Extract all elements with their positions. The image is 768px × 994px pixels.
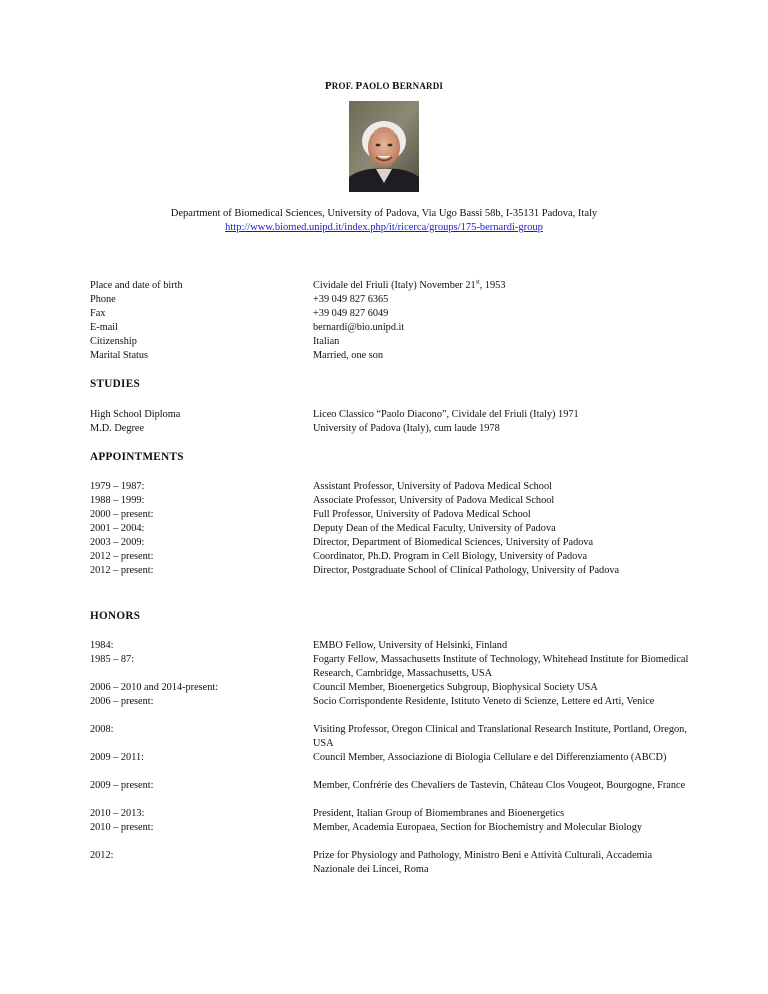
list-item bbox=[90, 550, 690, 563]
birth-value bbox=[313, 279, 693, 292]
list-item bbox=[90, 494, 690, 507]
honor-date: 2010 – present: bbox=[90, 822, 154, 833]
honor-title: Member, Academia Europaea, Section for Biochemistry and Molecular Biology bbox=[313, 822, 642, 833]
title-first-initial: P bbox=[355, 80, 363, 92]
list-item bbox=[90, 695, 690, 708]
fax-value: +39 049 827 6049 bbox=[313, 308, 389, 319]
honor-date: 2009 – present: bbox=[90, 780, 154, 791]
appointment-date: 1979 – 1987: bbox=[90, 481, 145, 492]
appointments-heading: APPOINTMENTS bbox=[90, 451, 184, 463]
honor-title: Council Member, Associazione di Biologia Cellulare e del Differenziamento (ABCD) bbox=[313, 752, 667, 763]
appointment-date: 2003 – 2009: bbox=[90, 537, 145, 548]
list-item bbox=[90, 751, 690, 764]
list-item bbox=[90, 779, 690, 792]
marital-row bbox=[90, 349, 690, 362]
honor-date: 2012: bbox=[90, 850, 114, 861]
citizenship-row bbox=[90, 335, 690, 348]
title-prof-rest: ROF. bbox=[331, 81, 354, 91]
title-first-rest: AOLO bbox=[362, 81, 390, 91]
list-item bbox=[90, 639, 690, 652]
appointment-role: Full Professor, University of Padova Medical School bbox=[313, 509, 531, 520]
birth-row bbox=[90, 279, 690, 292]
honor-title: Fogarty Fellow, Massachusetts Institute of Technology, Whitehead Institute for Biomedical Research, Cambridge, Massachusetts, USA bbox=[313, 654, 689, 679]
fax-label: Fax bbox=[90, 308, 106, 319]
honor-date: 1985 – 87: bbox=[90, 654, 135, 665]
honor-date: 2009 – 2011: bbox=[90, 752, 144, 763]
marital-value: Married, one son bbox=[313, 350, 384, 361]
appointment-role: Associate Professor, University of Padova Medical School bbox=[313, 495, 555, 506]
fax-row bbox=[90, 307, 690, 320]
group-url-container bbox=[0, 222, 768, 233]
appointment-role: Director, Department of Biomedical Sciences, University of Padova bbox=[313, 537, 594, 548]
email-row bbox=[90, 321, 690, 334]
list-item bbox=[90, 408, 690, 421]
honor-date: 2006 – 2010 and 2014-present: bbox=[90, 682, 219, 693]
honor-title: Visiting Professor, Oregon Clinical and Translational Research Institute, Portland, Oregon, USA bbox=[313, 724, 687, 749]
list-item bbox=[90, 508, 690, 521]
honor-date: 1984: bbox=[90, 640, 114, 651]
title-last-initial: B bbox=[392, 80, 400, 92]
honor-title: Council Member, Bioenergetics Subgroup, Biophysical Society USA bbox=[313, 682, 598, 693]
list-item bbox=[90, 480, 690, 493]
birth-label: Place and date of birth bbox=[90, 280, 183, 291]
list-item bbox=[90, 821, 690, 834]
honor-date: 2008: bbox=[90, 724, 114, 735]
honor-title: Socio Corrispondente Residente, Istituto Veneto di Scienze, Lettere ed Arti, Venice bbox=[313, 696, 655, 707]
appointment-date: 2000 – present: bbox=[90, 509, 154, 520]
appointment-date: 2001 – 2004: bbox=[90, 523, 145, 534]
appointment-date: 2012 – present: bbox=[90, 551, 154, 562]
honor-title: EMBO Fellow, University of Helsinki, Finland bbox=[313, 640, 508, 651]
appointment-role: Assistant Professor, University of Padova Medical School bbox=[313, 481, 552, 492]
marital-label: Marital Status bbox=[90, 350, 149, 361]
birth-value-ordinal: st bbox=[475, 279, 480, 286]
studies-label: High School Diploma bbox=[90, 409, 181, 420]
phone-label: Phone bbox=[90, 294, 116, 305]
appointment-date: 1988 – 1999: bbox=[90, 495, 145, 506]
list-item bbox=[90, 849, 690, 875]
list-item bbox=[90, 522, 690, 535]
appointment-role: Director, Postgraduate School of Clinical Pathology, University of Padova bbox=[313, 565, 620, 576]
studies-value: University of Padova (Italy), cum laude 1978 bbox=[313, 423, 500, 434]
birth-value-year: , 1953 bbox=[479, 280, 506, 291]
studies-value: Liceo Classico “Paolo Diacono”, Cividale del Friuli (Italy) 1971 bbox=[313, 409, 579, 420]
honor-title: Prize for Physiology and Pathology, Ministro Beni e Attività Culturali, Accademia Nazionale dei Lincei, Roma bbox=[313, 850, 653, 875]
list-item bbox=[90, 723, 690, 749]
title-prof-initial: P bbox=[324, 80, 332, 92]
portrait-photo bbox=[349, 101, 419, 192]
honor-title: President, Italian Group of Biomembranes and Bioenergetics bbox=[313, 808, 565, 819]
list-item bbox=[90, 653, 690, 679]
appointment-role: Deputy Dean of the Medical Faculty, University of Padova bbox=[313, 523, 556, 534]
phone-value: +39 049 827 6365 bbox=[313, 294, 389, 305]
appointment-role: Coordinator, Ph.D. Program in Cell Biology, University of Padova bbox=[313, 551, 588, 562]
birth-value-text: Cividale del Friuli (Italy) November 21 bbox=[313, 280, 476, 291]
list-item bbox=[90, 422, 690, 435]
honor-title: Member, Confrérie des Chevaliers de Tastevin, Château Clos Vougeot, Bourgogne, France bbox=[313, 780, 686, 791]
phone-row bbox=[90, 293, 690, 306]
group-url-link[interactable]: http://www.biomed.unipd.it/index.php/it/ricerca/groups/175-bernardi-group bbox=[225, 222, 543, 233]
studies-heading: STUDIES bbox=[90, 378, 140, 390]
email-value: bernardi@bio.unipd.it bbox=[313, 322, 405, 333]
honors-heading: HONORS bbox=[90, 610, 141, 622]
page-title bbox=[0, 80, 768, 92]
citizenship-value: Italian bbox=[313, 336, 340, 347]
honor-date: 2010 – 2013: bbox=[90, 808, 145, 819]
email-label: E-mail bbox=[90, 322, 119, 333]
citizenship-label: Citizenship bbox=[90, 336, 137, 347]
list-item bbox=[90, 807, 690, 820]
list-item bbox=[90, 564, 690, 577]
appointment-date: 2012 – present: bbox=[90, 565, 154, 576]
honor-date: 2006 – present: bbox=[90, 696, 154, 707]
title-last-rest: ERNARDI bbox=[399, 81, 444, 91]
list-item bbox=[90, 681, 690, 694]
list-item bbox=[90, 536, 690, 549]
department-address: Department of Biomedical Sciences, University of Padova, Via Ugo Bassi 58b, I-35131 Padova, Italy bbox=[170, 208, 598, 219]
studies-label: M.D. Degree bbox=[90, 423, 145, 434]
